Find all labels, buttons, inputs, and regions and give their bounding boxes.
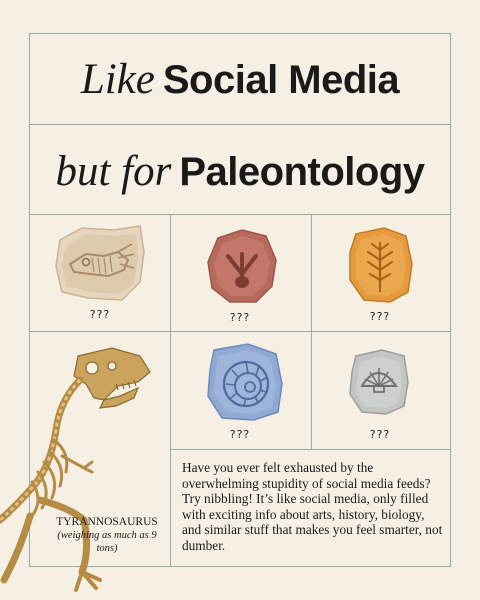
grid-divider: [311, 214, 312, 449]
grid-divider: [170, 449, 451, 450]
grid-divider: [29, 331, 451, 332]
grid-divider: [29, 124, 451, 125]
grid-divider: [29, 214, 451, 215]
fossil-label: ???: [369, 428, 391, 441]
fossil-label: ???: [369, 310, 391, 323]
dinosaur-caption: [48, 516, 166, 555]
headline-italic: Like: [80, 56, 155, 103]
tyrannosaurus-skeleton-icon: [0, 340, 175, 600]
headline-bold: Paleontology: [179, 150, 425, 194]
fossil-label: ???: [229, 428, 251, 441]
fossil-label: ???: [89, 308, 111, 321]
fish-fossil-icon: [52, 222, 148, 304]
shell-fossil-icon: [346, 346, 412, 418]
ammonite-fossil-icon: [204, 340, 286, 424]
leaf-fossil-icon: [344, 224, 416, 306]
footprint-fossil-icon: [204, 226, 280, 306]
headline-line-1: [29, 58, 451, 101]
description-text: Have you ever felt exhausted by the overwhelming stupidity of social media feeds? Try nibbling! It’s like social media, only filled with exciting info about arts, history, biology, and similar stuff that makes you feel smarter, not dumber.: [182, 460, 443, 553]
headline-line-2: [29, 150, 451, 193]
fossil-label: ???: [229, 311, 251, 324]
dinosaur-note: (weighing as much as 9 tons): [57, 530, 157, 554]
dinosaur-name: TYRANNOSAURUS: [56, 516, 158, 528]
headline-italic: but for: [55, 148, 172, 195]
headline-bold: Social Media: [162, 58, 400, 102]
